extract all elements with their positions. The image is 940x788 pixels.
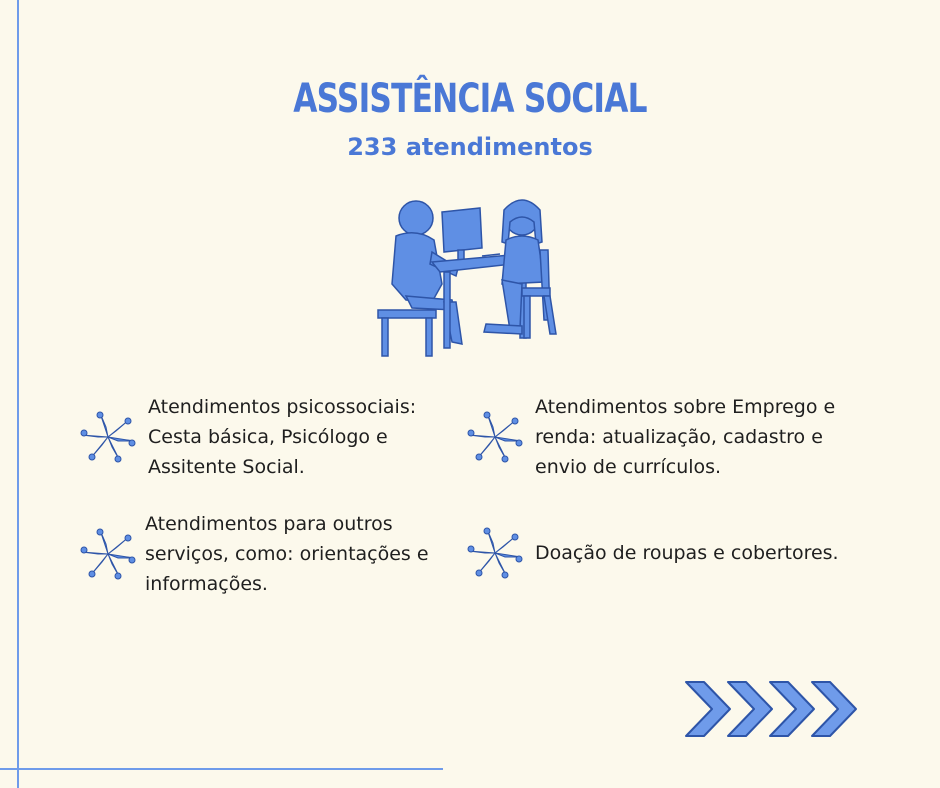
frame-line-vertical bbox=[17, 0, 19, 788]
list-item-line: renda: atualização, cadastro e bbox=[535, 426, 823, 448]
list-item-line: Atendimentos sobre Emprego e bbox=[535, 396, 836, 418]
list-item-line: Assitente Social. bbox=[148, 456, 305, 478]
list-item bbox=[467, 525, 839, 581]
list-item-text bbox=[145, 509, 429, 599]
list-item-line: Atendimentos para outros bbox=[145, 513, 393, 535]
page-title: ASSISTÊNCIA SOCIAL bbox=[293, 76, 647, 122]
page-subtitle: 233 atendimentos bbox=[347, 133, 593, 161]
list-item bbox=[467, 392, 835, 482]
list-item-text bbox=[148, 392, 416, 482]
starburst-people-icon bbox=[467, 409, 523, 465]
list-item-line: envio de currículos. bbox=[535, 456, 722, 478]
starburst-people-icon bbox=[80, 409, 136, 465]
starburst-people-icon bbox=[467, 525, 523, 581]
list-item-line: Doação de roupas e cobertores. bbox=[535, 542, 839, 564]
social-worker-desk-illustration bbox=[372, 192, 568, 362]
chevron-arrows-icon bbox=[684, 676, 864, 742]
list-item-line: Cesta básica, Psicólogo e bbox=[148, 426, 388, 448]
frame-line-horizontal bbox=[0, 768, 443, 770]
list-item-text bbox=[535, 392, 835, 482]
list-item-text bbox=[535, 538, 839, 568]
list-item-line: Atendimentos psicossociais: bbox=[148, 396, 417, 418]
list-item-line: informações. bbox=[145, 573, 268, 595]
list-item bbox=[80, 392, 416, 482]
starburst-people-icon bbox=[80, 526, 136, 582]
list-item-line: serviços, como: orientações e bbox=[145, 543, 429, 565]
list-item bbox=[80, 509, 429, 599]
